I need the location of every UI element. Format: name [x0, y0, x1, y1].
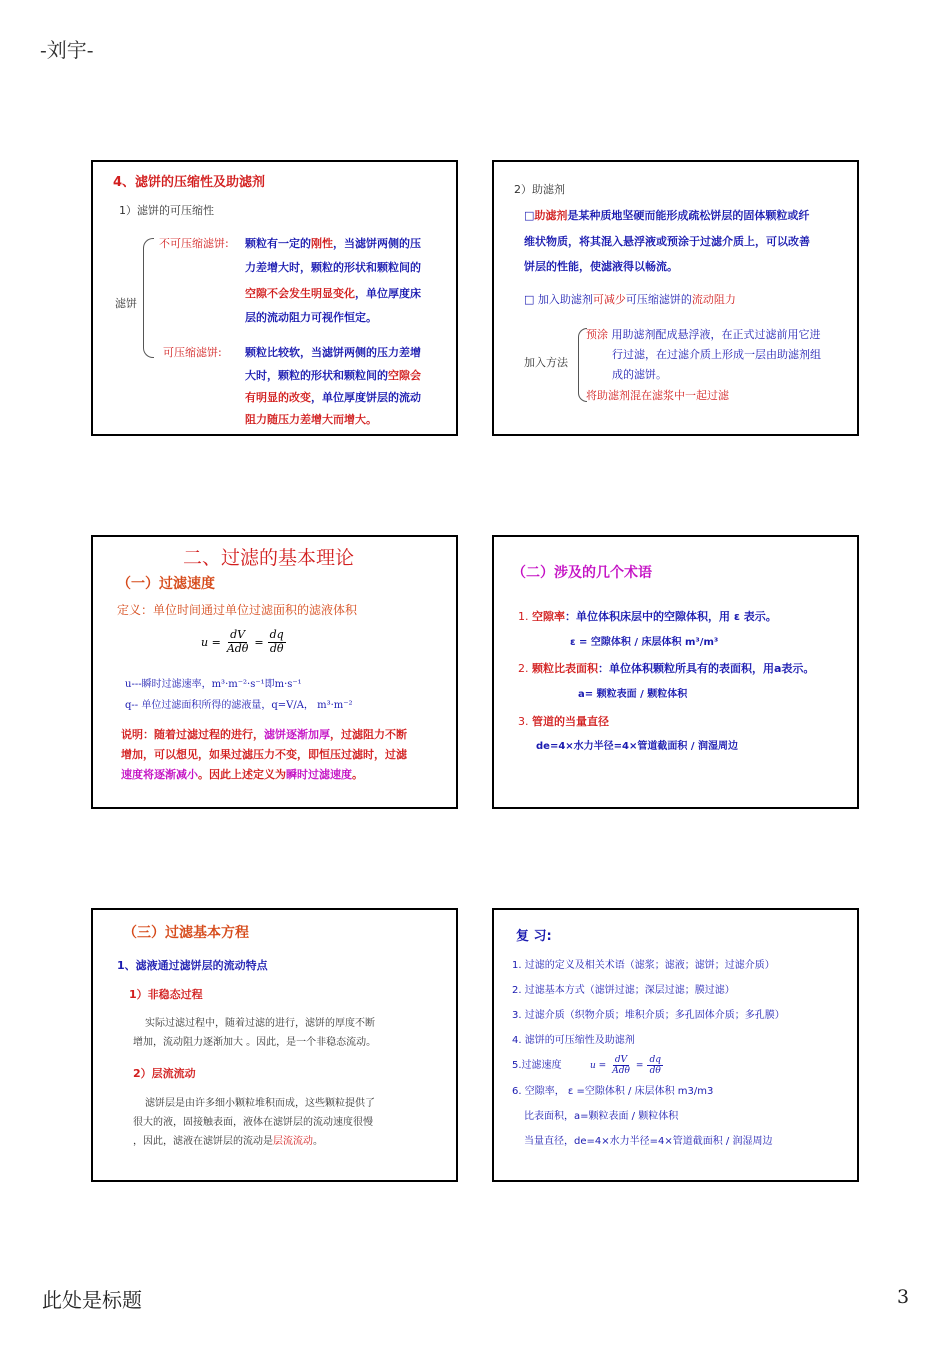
- review-velocity-equation: u = $\frac{dV}{\text{Adθ}}$ = $\frac{dq}{d\theta}$: [590, 1055, 661, 1077]
- term-3: 3. 管道的当量直径: [518, 715, 609, 728]
- paragraph-1-line-3: 饼层的性能，使滤液得以畅流。: [524, 260, 678, 273]
- brace-label: 加入方法: [524, 356, 568, 369]
- review-item-3: 3. 过滤介质（织物介质；堆积介质；多孔固体介质；多孔膜）: [512, 1010, 785, 1021]
- method-1-line-1: 预涂 用助滤剂配成悬浮液，在正式过滤前用它进: [586, 328, 821, 341]
- incompressible-line-3: 空隙不会发生明显变化，单位厚度床: [245, 287, 421, 300]
- note-line-3: 速度将逐渐减小。因此上述定义为瞬时过滤速度。: [121, 768, 363, 781]
- laminar-line-2: 很大的液，固接触表面，液体在滤饼层的流动速度很慢: [133, 1117, 373, 1128]
- term-1: 1. 空隙率：单位体积床层中的空隙体积，用 ε 表示。: [518, 610, 777, 623]
- slide-filter-cake-compressibility: [91, 160, 458, 436]
- review-item-1: 1. 过滤的定义及相关术语（滤浆；滤液；滤饼；过滤介质）: [512, 960, 775, 971]
- definition: 定义：单位时间通过单位过滤面积的滤液体积: [117, 603, 358, 617]
- slide-filtration-theory: [91, 535, 458, 809]
- q-definition: q-- 单位过滤面积所得的滤液量，q=V/A， m³·m⁻²: [125, 700, 353, 711]
- compressible-line-3: 有明显的改变，单位厚度饼层的流动: [245, 391, 421, 404]
- review-item-6: 6. 空隙率， ε =空隙体积 / 床层体积 m3/m3: [512, 1086, 714, 1097]
- slide-title: 4、滤饼的压缩性及助滤剂: [113, 175, 266, 190]
- unsteady-line-1: 实际过滤过程中，随着过滤的进行，滤饼的厚度不断: [145, 1018, 375, 1029]
- term-2-formula: a= 颗粒表面 / 颗粒体积: [578, 689, 688, 700]
- method-1-line-3: 成的滤饼。: [612, 368, 667, 381]
- review-item-7: 比表面积，a=颗粒表面 / 颗粒体积: [524, 1111, 679, 1122]
- slide-terms: [492, 535, 859, 809]
- slide-title: 二、过滤的基本理论: [183, 547, 355, 569]
- review-item-2: 2. 过滤基本方式（滤饼过滤；深层过滤；膜过滤）: [512, 985, 735, 996]
- brace-label: 滤饼: [115, 297, 137, 310]
- u-definition: u---瞬时过滤速率，m³·m⁻²·s⁻¹即m·s⁻¹: [125, 679, 302, 690]
- slide-subtitle: 2）助滤剂: [514, 183, 565, 196]
- unsteady-line-2: 增加，流动阻力逐渐加大 。因此，是一个非稳态流动。: [133, 1037, 377, 1048]
- method-2: 将助滤剂混在滤浆中一起过滤: [586, 389, 729, 402]
- term-2: 2. 颗粒比表面积：单位体积颗粒所具有的表面积，用a表示。: [518, 662, 815, 675]
- compressible-line-1: 颗粒比较软，当滤饼两侧的压力差增: [245, 346, 421, 359]
- method-1-line-2: 行过滤，在过滤介质上形成一层由助滤剂组: [612, 348, 821, 361]
- slide-filter-aid: [492, 160, 859, 436]
- heading-laminar: 2）层流流动: [133, 1067, 196, 1080]
- page-number: 3: [897, 1286, 910, 1308]
- note-line-2: 增加，可以想见，如果过滤压力不变，即恒压过滤时，过滤: [121, 748, 407, 761]
- paragraph-1-line-1: □助滤剂是某种质地坚硬而能形成疏松饼层的固体颗粒或纤: [524, 209, 810, 222]
- review-item-4: 4. 滤饼的可压缩性及助滤剂: [512, 1035, 635, 1046]
- incompressible-line-4: 层的流动阻力可视作恒定。: [245, 311, 377, 324]
- slide-title: （三）过滤基本方程: [123, 925, 249, 941]
- slide-title: 复 习:: [516, 929, 552, 944]
- page-header: -刘宇-: [40, 38, 94, 62]
- left-brace-icon: [143, 238, 154, 358]
- compressible-line-2: 大时，颗粒的形状和颗粒间的空隙会: [245, 369, 421, 382]
- review-item-8: 当量直径，de=4×水力半径=4×管道截面积 / 润湿周边: [524, 1136, 773, 1147]
- compressible-label: 可压缩滤饼:: [163, 346, 222, 359]
- paragraph-2: □ 加入助滤剂可减少可压缩滤饼的流动阻力: [524, 293, 736, 306]
- heading-unsteady: 1）非稳态过程: [129, 988, 203, 1001]
- footer-title: 此处是标题: [42, 1288, 142, 1312]
- slide-subtitle: （一）过滤速度: [117, 576, 215, 592]
- slide-review: [492, 908, 859, 1182]
- incompressible-line-2: 力差增大时，颗粒的形状和颗粒间的: [245, 261, 421, 274]
- incompressible-label: 不可压缩滤饼:: [159, 237, 229, 250]
- slide-subtitle: 1）滤饼的可压缩性: [119, 204, 214, 217]
- term-3-formula: de=4×水力半径=4×管道截面积 / 润湿周边: [536, 741, 738, 752]
- incompressible-line-1: 颗粒有一定的刚性，当滤饼两侧的压: [245, 237, 421, 250]
- slide-title: （二）涉及的几个术语: [512, 565, 652, 581]
- term-1-formula: ε = 空隙体积 / 床层体积 m³/m³: [570, 637, 719, 648]
- laminar-line-1: 滤饼层是由许多细小颗粒堆积而成，这些颗粒提供了: [145, 1098, 375, 1109]
- note-line-1: 说明：随着过滤过程的进行，滤饼逐渐加厚，过滤阻力不断: [121, 728, 407, 741]
- section-heading: 1、滤液通过滤饼层的流动特点: [117, 959, 268, 972]
- slide-basic-equation: [91, 908, 458, 1182]
- laminar-line-3: ，因此，滤液在滤饼层的流动是层流流动。: [133, 1136, 323, 1147]
- paragraph-1-line-2: 维状物质，将其混入悬浮液或预涂于过滤介质上，可以改善: [524, 235, 810, 248]
- review-item-5: 5.过滤速度: [512, 1060, 562, 1071]
- compressible-line-4: 阻力随压力差增大而增大。: [245, 413, 377, 426]
- velocity-equation: u = $\frac{dV}{\text{Adθ}}$ = $\frac{dq}{d\theta}$: [201, 628, 284, 655]
